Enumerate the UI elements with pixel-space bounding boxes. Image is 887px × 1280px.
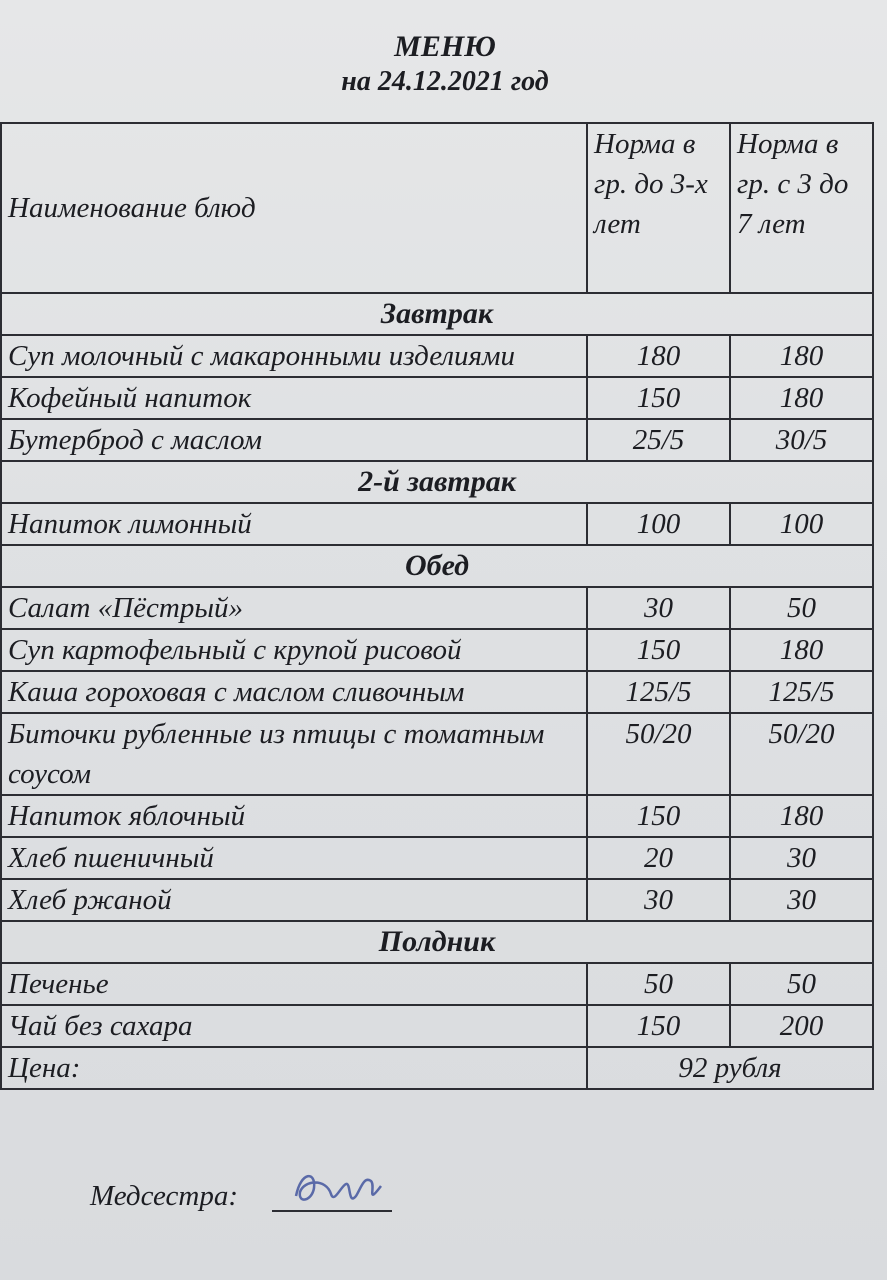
norm-3-to-7: 125/5 — [730, 671, 873, 713]
price-label: Цена: — [1, 1047, 587, 1089]
dish-name: Печенье — [1, 963, 587, 1005]
table-row — [1, 1005, 873, 1047]
header-dish-name: Наименование блюд — [1, 123, 587, 293]
dish-name: Напиток яблочный — [1, 795, 587, 837]
menu-title: МЕНЮ — [394, 30, 496, 63]
dish-name: Суп молочный с макаронными изделиями — [1, 335, 587, 377]
section-title: Обед — [1, 545, 873, 587]
norm-under-3: 20 — [587, 837, 730, 879]
norm-under-3: 150 — [587, 629, 730, 671]
norm-3-to-7: 30 — [730, 879, 873, 921]
price-row — [1, 1047, 873, 1089]
signature-label: Медсестра: — [90, 1180, 239, 1212]
menu-table — [0, 122, 874, 1090]
dish-name: Салат «Пёстрый» — [1, 587, 587, 629]
norm-under-3: 150 — [587, 1005, 730, 1047]
norm-under-3: 100 — [587, 503, 730, 545]
norm-3-to-7: 50 — [730, 963, 873, 1005]
table-row — [1, 587, 873, 629]
norm-3-to-7: 50 — [730, 587, 873, 629]
norm-3-to-7: 180 — [730, 629, 873, 671]
table-row — [1, 963, 873, 1005]
norm-3-to-7: 200 — [730, 1005, 873, 1047]
dish-name: Кофейный напиток — [1, 377, 587, 419]
dish-name: Биточки рубленные из птицы с томатным соусом — [1, 713, 587, 795]
norm-under-3: 150 — [587, 377, 730, 419]
section-title: 2-й завтрак — [1, 461, 873, 503]
dish-name: Хлеб ржаной — [1, 879, 587, 921]
section-row — [1, 545, 873, 587]
dish-name: Бутерброд с маслом — [1, 419, 587, 461]
table-row — [1, 795, 873, 837]
table-row — [1, 671, 873, 713]
dish-name: Хлеб пшеничный — [1, 837, 587, 879]
norm-under-3: 25/5 — [587, 419, 730, 461]
norm-3-to-7: 30 — [730, 837, 873, 879]
menu-date: на 24.12.2021 год — [341, 66, 549, 97]
norm-under-3: 150 — [587, 795, 730, 837]
norm-3-to-7: 180 — [730, 795, 873, 837]
norm-under-3: 180 — [587, 335, 730, 377]
section-title: Полдник — [1, 921, 873, 963]
norm-3-to-7: 30/5 — [730, 419, 873, 461]
norm-3-to-7: 180 — [730, 377, 873, 419]
norm-3-to-7: 50/20 — [730, 713, 873, 795]
norm-3-to-7: 180 — [730, 335, 873, 377]
table-row — [1, 419, 873, 461]
table-row — [1, 837, 873, 879]
table-row — [1, 503, 873, 545]
section-row — [1, 921, 873, 963]
signature-scribble — [286, 1166, 396, 1216]
section-title: Завтрак — [1, 293, 873, 335]
table-header-row — [1, 123, 873, 293]
dish-name: Каша гороховая с маслом сливочным — [1, 671, 587, 713]
norm-under-3: 50/20 — [587, 713, 730, 795]
price-value: 92 рубля — [587, 1047, 873, 1089]
norm-under-3: 50 — [587, 963, 730, 1005]
norm-under-3: 30 — [587, 587, 730, 629]
header-norm-3-to-7: Норма в гр. с 3 до 7 лет — [730, 123, 873, 293]
dish-name: Чай без сахара — [1, 1005, 587, 1047]
dish-name: Суп картофельный с крупой рисовой — [1, 629, 587, 671]
norm-3-to-7: 100 — [730, 503, 873, 545]
norm-under-3: 125/5 — [587, 671, 730, 713]
section-row — [1, 461, 873, 503]
table-row — [1, 377, 873, 419]
table-row — [1, 335, 873, 377]
table-row — [1, 879, 873, 921]
header-norm-under-3: Норма в гр. до 3-х лет — [587, 123, 730, 293]
dish-name: Напиток лимонный — [1, 503, 587, 545]
table-row — [1, 629, 873, 671]
table-row — [1, 713, 873, 795]
section-row — [1, 293, 873, 335]
norm-under-3: 30 — [587, 879, 730, 921]
